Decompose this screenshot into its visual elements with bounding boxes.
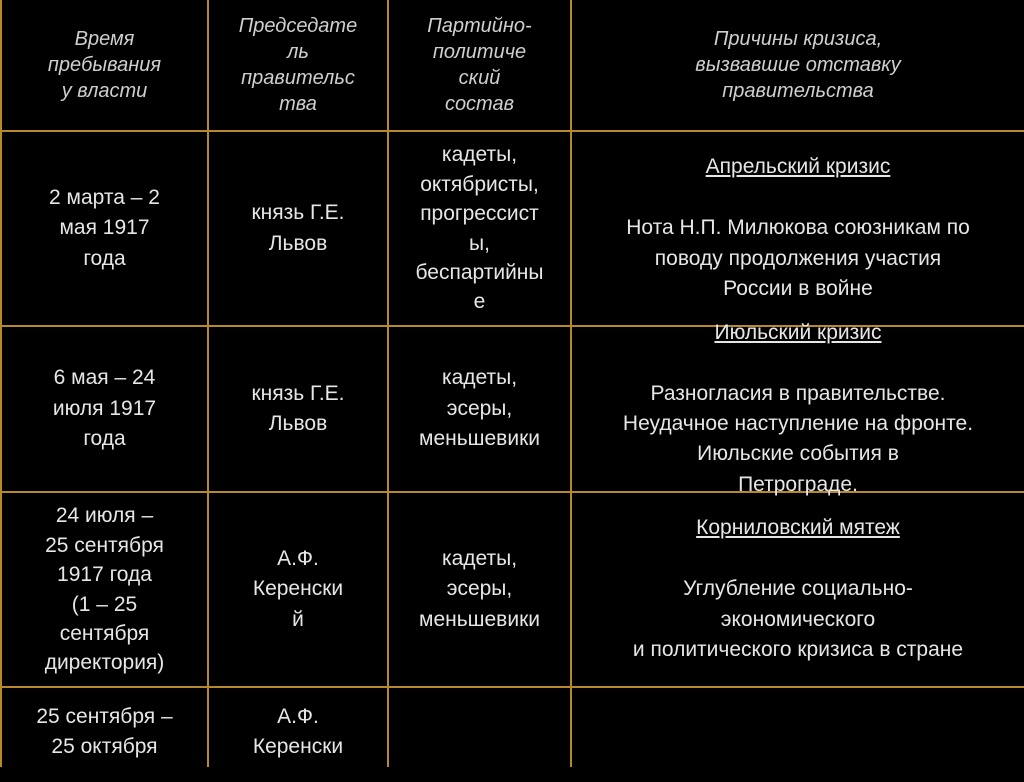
row2-crisis [572, 320, 1024, 496]
row4-chairman: А.Ф. Керенски [252, 705, 344, 759]
row1-crisis-text: Нота Н.П. Милюкова союзникам по поводу продолжения участия России в войне [626, 216, 970, 301]
row3-chairman: А.Ф. Керенски й [252, 546, 344, 631]
row4-crisis [572, 702, 1024, 767]
row2-crisis-text: Разногласия в правительстве. Неудачное наступление на фронте. Июльские события в Петрограде. [622, 381, 974, 496]
row4-parties [389, 702, 570, 767]
row1-crisis-title: Апрельский кризис [705, 155, 891, 179]
header-parties: Партийно- политиче ский состав [427, 15, 532, 115]
header-crisis: Причины кризиса, вызвавшие отставку правительства [695, 28, 901, 102]
row1-chairman: князь Г.Е. Львов [251, 201, 345, 255]
row3-crisis [572, 493, 1024, 686]
row3-crisis-text: Углубление социально- экономического и политического кризиса в стране [632, 577, 964, 662]
row1-period: 2 марта – 2 мая 1917 года [49, 185, 160, 270]
row3-crisis-content [633, 483, 963, 696]
header-chairman: Председате ль правительс тва [238, 15, 358, 115]
header-period: Время пребывания у власти [47, 28, 162, 102]
row2-parties: кадеты, эсеры, меньшевики [419, 366, 540, 451]
row3-crisis-title: Корниловский мятеж [696, 516, 900, 540]
row2-period: 6 мая – 24 июля 1917 года [52, 366, 157, 451]
row3-period: 24 июля – 25 сентября 1917 года (1 – 25 сентября директория) [44, 504, 165, 675]
row1-parties: кадеты, октябристы, прогрессист ы, беспартийны е [415, 143, 544, 314]
row2-crisis-title: Июльский кризис [714, 320, 882, 344]
row3-parties: кадеты, эсеры, меньшевики [419, 546, 540, 631]
row4-period: 25 сентября – 25 октября [36, 705, 173, 759]
row2-chairman: князь Г.Е. Львов [251, 381, 345, 435]
